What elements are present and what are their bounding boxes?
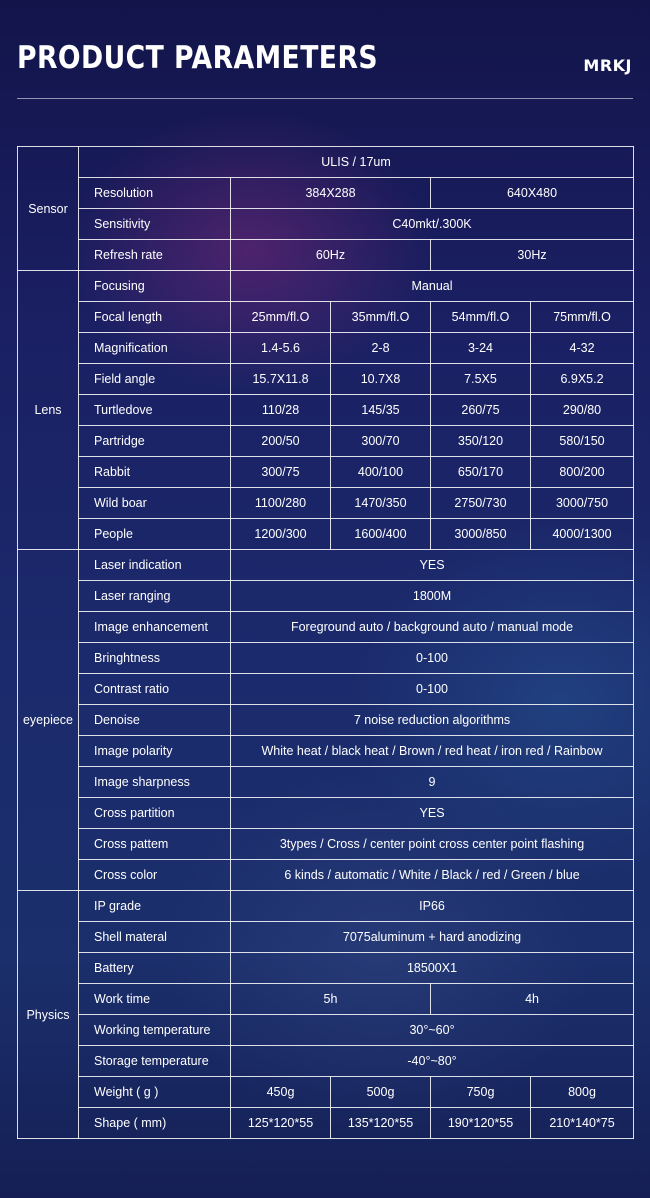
table-row (18, 333, 634, 364)
cell-value: 2-8 (331, 333, 431, 364)
cell-value: 350/120 (431, 426, 531, 457)
cell-value: 1470/350 (331, 488, 431, 519)
table-row (18, 674, 634, 705)
cell-value: White heat / black heat / Brown / red heat / iron red / Rainbow (231, 736, 634, 767)
cell-value: 5h (231, 984, 431, 1015)
table-row (18, 767, 634, 798)
row-label: Focusing (79, 271, 231, 302)
row-label: Storage temperature (79, 1046, 231, 1077)
row-label: People (79, 519, 231, 550)
table-row (18, 426, 634, 457)
cell-value: 60Hz (231, 240, 431, 271)
page-title: PRODUCT PARAMETERS (17, 40, 379, 76)
table-row (18, 736, 634, 767)
cell-value: 54mm/fl.O (431, 302, 531, 333)
cell-value: 10.7X8 (331, 364, 431, 395)
row-label: Shape ( mm) (79, 1108, 231, 1139)
cell-value: 800g (531, 1077, 634, 1108)
cell-value: 200/50 (231, 426, 331, 457)
cell-value: 500g (331, 1077, 431, 1108)
cell-value: 6 kinds / automatic / White / Black / red / Green / blue (231, 860, 634, 891)
cell-value: 135*120*55 (331, 1108, 431, 1139)
cell-value: 145/35 (331, 395, 431, 426)
detector-value: ULIS / 17um (79, 147, 634, 178)
row-label: Work time (79, 984, 231, 1015)
cell-value: 300/75 (231, 457, 331, 488)
cell-value: 18500X1 (231, 953, 634, 984)
table-row (18, 860, 634, 891)
cell-value: 35mm/fl.O (331, 302, 431, 333)
table-row (18, 550, 634, 581)
cell-value: 3000/850 (431, 519, 531, 550)
row-label: Weight ( g ) (79, 1077, 231, 1108)
cell-value: 400/100 (331, 457, 431, 488)
cell-value: C40mkt/.300K (231, 209, 634, 240)
cell-value: 9 (231, 767, 634, 798)
row-label: Resolution (79, 178, 231, 209)
cell-value: 25mm/fl.O (231, 302, 331, 333)
cell-value: 4h (431, 984, 634, 1015)
cell-value: 15.7X11.8 (231, 364, 331, 395)
table-row (18, 1108, 634, 1139)
table-row (18, 581, 634, 612)
row-label: Sensitivity (79, 209, 231, 240)
cell-value: 4-32 (531, 333, 634, 364)
row-label: Denoise (79, 705, 231, 736)
table-row (18, 705, 634, 736)
group-label-physics: Physics (18, 891, 79, 1139)
group-label-sensor: Sensor (18, 147, 79, 271)
table-row (18, 302, 634, 333)
cell-value: -40°~80° (231, 1046, 634, 1077)
row-label: Cross color (79, 860, 231, 891)
group-label-eyepiece: eyepiece (18, 550, 79, 891)
row-label: Field angle (79, 364, 231, 395)
cell-value: 640X480 (431, 178, 634, 209)
cell-value: 210*140*75 (531, 1108, 634, 1139)
table-row (18, 488, 634, 519)
row-label: Image polarity (79, 736, 231, 767)
table-row (18, 984, 634, 1015)
table-row (18, 178, 634, 209)
cell-value: 1100/280 (231, 488, 331, 519)
table-row (18, 147, 634, 178)
cell-value: 1600/400 (331, 519, 431, 550)
cell-value: 30Hz (431, 240, 634, 271)
cell-value: 260/75 (431, 395, 531, 426)
table-row (18, 457, 634, 488)
row-label: Rabbit (79, 457, 231, 488)
row-label: Battery (79, 953, 231, 984)
row-label: Cross partition (79, 798, 231, 829)
row-label: Laser ranging (79, 581, 231, 612)
cell-value: 2750/730 (431, 488, 531, 519)
row-label: Magnification (79, 333, 231, 364)
cell-value: 190*120*55 (431, 1108, 531, 1139)
table-row (18, 798, 634, 829)
cell-value: YES (231, 798, 634, 829)
cell-value: 7075aluminum + hard anodizing (231, 922, 634, 953)
cell-value: YES (231, 550, 634, 581)
cell-value: 1200/300 (231, 519, 331, 550)
cell-value: 0-100 (231, 643, 634, 674)
cell-value: 384X288 (231, 178, 431, 209)
row-label: Image sharpness (79, 767, 231, 798)
cell-value: 290/80 (531, 395, 634, 426)
cell-value: 3-24 (431, 333, 531, 364)
row-label: Focal length (79, 302, 231, 333)
cell-value: 30°~60° (231, 1015, 634, 1046)
table-row (18, 1015, 634, 1046)
cell-value: 125*120*55 (231, 1108, 331, 1139)
table-row (18, 612, 634, 643)
row-label: IP grade (79, 891, 231, 922)
table-row (18, 829, 634, 860)
row-label: Partridge (79, 426, 231, 457)
cell-value: 580/150 (531, 426, 634, 457)
cell-value: 450g (231, 1077, 331, 1108)
table-row (18, 643, 634, 674)
cell-value: 7.5X5 (431, 364, 531, 395)
table-row (18, 922, 634, 953)
row-label: Cross pattem (79, 829, 231, 860)
cell-value: 7 noise reduction algorithms (231, 705, 634, 736)
table-row (18, 953, 634, 984)
row-label: Refresh rate (79, 240, 231, 271)
table-row (18, 271, 634, 302)
row-label: Turtledove (79, 395, 231, 426)
cell-value: Foreground auto / background auto / manual mode (231, 612, 634, 643)
header-divider (17, 98, 633, 99)
cell-value: 750g (431, 1077, 531, 1108)
cell-value: Manual (231, 271, 634, 302)
row-label: Shell materal (79, 922, 231, 953)
parameters-table (17, 146, 634, 1139)
table-row (18, 209, 634, 240)
row-label: Wild boar (79, 488, 231, 519)
table-row (18, 240, 634, 271)
cell-value: 110/28 (231, 395, 331, 426)
table-row (18, 364, 634, 395)
table-row (18, 1046, 634, 1077)
cell-value: 4000/1300 (531, 519, 634, 550)
cell-value: 0-100 (231, 674, 634, 705)
cell-value: 650/170 (431, 457, 531, 488)
cell-value: 3000/750 (531, 488, 634, 519)
cell-value: 800/200 (531, 457, 634, 488)
cell-value: 75mm/fl.O (531, 302, 634, 333)
cell-value: 6.9X5.2 (531, 364, 634, 395)
table-row (18, 891, 634, 922)
table-row (18, 395, 634, 426)
brand-logo: MRKJ (583, 56, 632, 75)
cell-value: 1800M (231, 581, 634, 612)
row-label: Working temperature (79, 1015, 231, 1046)
row-label: Laser indication (79, 550, 231, 581)
cell-value: 3types / Cross / center point cross center point flashing (231, 829, 634, 860)
row-label: Contrast ratio (79, 674, 231, 705)
row-label: Bringhtness (79, 643, 231, 674)
row-label: Image enhancement (79, 612, 231, 643)
cell-value: IP66 (231, 891, 634, 922)
table-row (18, 519, 634, 550)
cell-value: 1.4-5.6 (231, 333, 331, 364)
group-label-lens: Lens (18, 271, 79, 550)
cell-value: 300/70 (331, 426, 431, 457)
table-row (18, 1077, 634, 1108)
